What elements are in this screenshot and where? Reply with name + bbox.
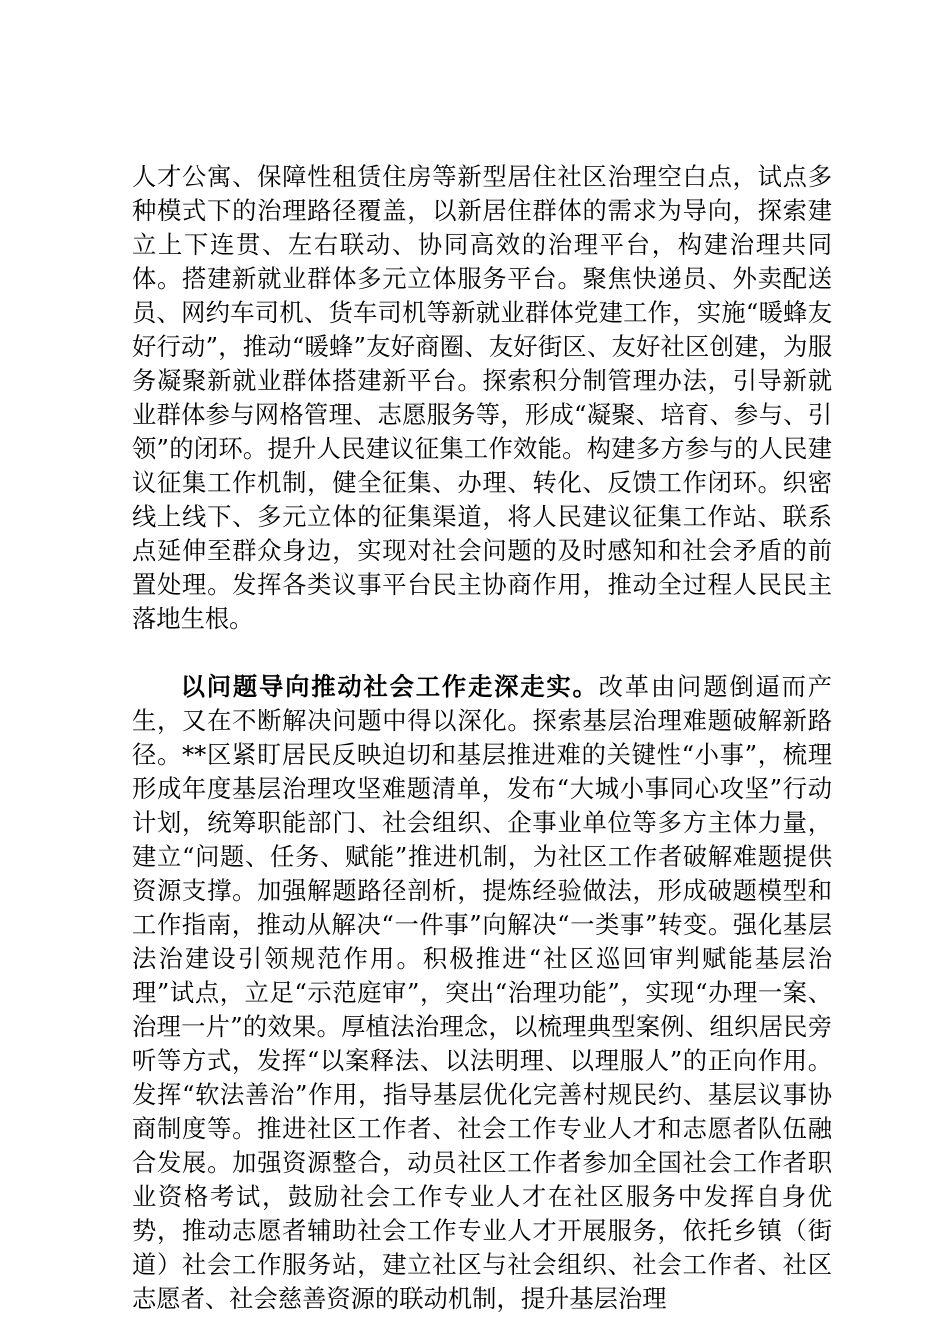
paragraph-body-text: 改革由问题倒逼而产生，又在不断解决问题中得以深化。探索基层治理难题破解新路径。**区紧盯居民反映迫切和基层推进难的关键性“小事”，梳理形成年度基层治理攻坚难题清单，发布“大城小事同心攻坚”行动计划，统筹职能部门、社会组织、企事业单位等多方主体力量，建立“问题、任务、赋能”推进机制，为社区工作者破解难题提供资源支撑。加强解题路径剖析，提炼经验做法，形成破题模型和工作指南，推动从解决“一件事”向解决“一类事”转变。强化基层法治建设引领规范作用。积极推进“社区巡回审判赋能基层治理”试点，立足“示范庭审”，突出“治理功能”，实现“办理一案、治理一片”的效果。厚植法治理念，以梳理典型案例、组织居民旁听等方式，发挥“以案释法、以法明理、以理服人”的正向作用。发挥“软法善治”作用，指导基层优化完善村规民约、基层议事协商制度等。推进社区工作者、社会工作专业人才和志愿者队伍融合发展。加强资源整合，动员社区工作者参加全国社会工作者职业资格考试，鼓励社会工作专业人才在社区服务中发挥自身优势，推动志愿者辅助社会工作专业人才开展服务，依托乡镇（街道）社会工作服务站，建立社区与社会组织、社会工作者、社区志愿者、社会慈善资源的联动机制，提升基层治理 [132, 672, 833, 1313]
paragraph-lead-heading: 以问题导向推动社会工作走深走实。 [180, 672, 599, 701]
document-page [132, 160, 832, 1316]
body-paragraph [132, 670, 832, 1316]
body-paragraph: 人才公寓、保障性租赁住房等新型居住社区治理空白点，试点多种模式下的治理路径覆盖，以新居住群体的需求为导向，探索建立上下连贯、左右联动、协同高效的治理平台，构建治理共同体。搭建新就业群体多元立体服务平台。聚焦快递员、外卖配送员、网约车司机、货车司机等新就业群体党建工作，实施“暖蜂友好行动”，推动“暖蜂”友好商圈、友好街区、友好社区创建，为服务凝聚新就业群体搭建新平台。探索积分制管理办法，引导新就业群体参与网格管理、志愿服务等，形成“凝聚、培育、参与、引领”的闭环。提升人民建议征集工作效能。构建多方参与的人民建议征集工作机制，健全征集、办理、转化、反馈工作闭环。织密线上线下、多元立体的征集渠道，将人民建议征集工作站、联系点延伸至群众身边，实现对社会问题的及时感知和社会矛盾的前置处理。发挥各类议事平台民主协商作用，推动全过程人民民主落地生根。 [132, 162, 832, 633]
